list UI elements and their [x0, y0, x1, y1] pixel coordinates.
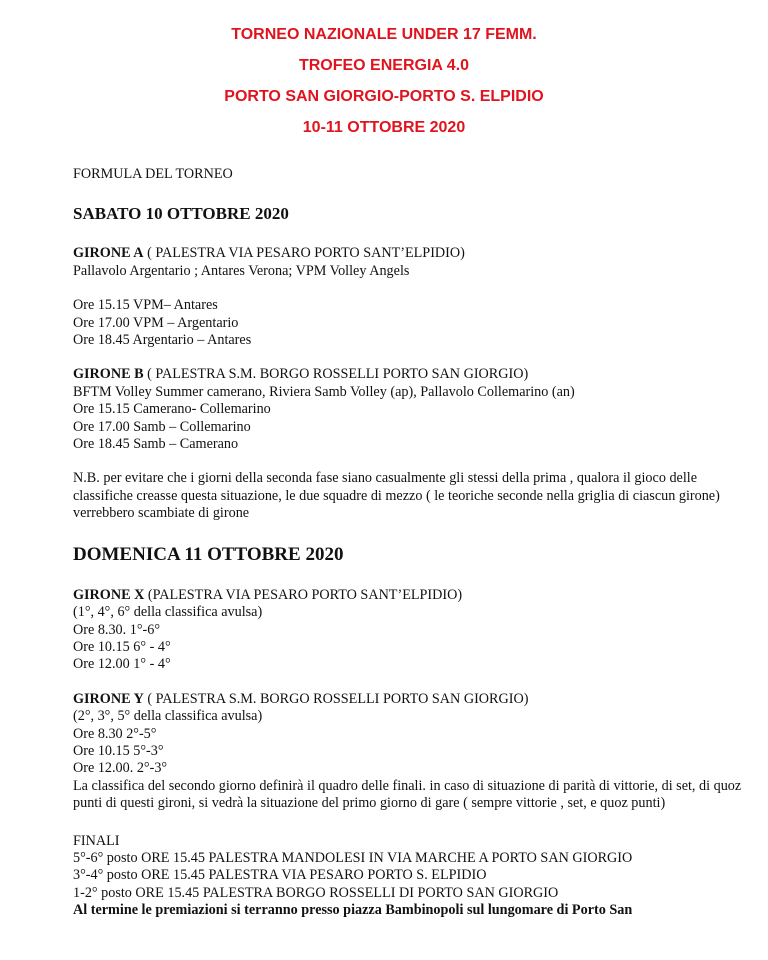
saturday-title: SABATO 10 OTTOBRE 2020: [73, 204, 289, 224]
formula-heading: FORMULA DEL TORNEO: [73, 166, 233, 182]
girone-a-match: Ore 18.45 Argentario – Antares: [73, 332, 252, 349]
finals-heading: FINALI: [73, 832, 120, 849]
document-body: [73, 166, 753, 920]
sunday-title: DOMENICA 11 OTTOBRE 2020: [73, 543, 344, 565]
girone-b-venue: ( PALESTRA S.M. BORGO ROSSELLI PORTO SAN GIORGIO): [143, 366, 529, 383]
trophy-name: TROFEO ENERGIA 4.0: [298, 57, 470, 74]
awards-note: Al termine le premiazioni si terranno presso piazza Bambinopoli sul lungomare di Porto San: [73, 902, 633, 919]
tournament-location: PORTO SAN GIORGIO-PORTO S. ELPIDIO: [224, 88, 544, 105]
girone-y: [73, 691, 753, 778]
girone-a-name: GIRONE A: [73, 245, 144, 262]
girone-x-header: [73, 587, 753, 604]
final-line: 1-2° posto ORE 15.45 PALESTRA BORGO ROSSELLI DI PORTO SAN GIORGIO: [73, 884, 559, 901]
girone-a-teams: Pallavolo Argentario ; Antares Verona; VPM Volley Angels: [73, 262, 410, 279]
girone-x-match: Ore 12.00 1° - 4°: [73, 656, 171, 673]
girone-y-match: Ore 10.15 5°-3°: [73, 742, 164, 759]
girone-b-header: [73, 366, 753, 383]
tournament-dates: 10-11 OTTOBRE 2020: [302, 119, 466, 136]
girone-x-match: Ore 10.15 6° - 4°: [73, 638, 171, 655]
girone-y-header: [73, 691, 753, 708]
girone-a-match: Ore 17.00 VPM – Argentario: [73, 314, 239, 331]
girone-b-match: Ore 15.15 Camerano- Collemarino: [73, 401, 271, 418]
saturday-note: N.B. per evitare che i giorni della seconda fase siano casualmente gli stessi della prima , qualora il gioco delle classifiche creasse questa situazione, le due squadre di mezzo ( le teoriche seconde nella griglia di ciascun girone) verrebbero scambiate di girone: [73, 470, 720, 522]
girone-x-name: GIRONE X: [73, 586, 145, 603]
girone-b-match: Ore 17.00 Samb – Collemarino: [73, 418, 251, 435]
final-line: 3°-4° posto ORE 15.45 PALESTRA VIA PESARO PORTO S. ELPIDIO: [73, 867, 487, 884]
finals: [73, 833, 753, 920]
girone-y-venue: ( PALESTRA S.M. BORGO ROSSELLI PORTO SAN GIORGIO): [143, 690, 529, 707]
girone-a: [73, 245, 753, 349]
girone-a-header: [73, 245, 753, 262]
girone-x-ranking: (1°, 4°, 6° della classifica avulsa): [73, 604, 263, 621]
document-header: [0, 22, 768, 146]
girone-y-ranking: (2°, 3°, 5° della classifica avulsa): [73, 708, 263, 725]
girone-y-match: Ore 12.00. 2°-3°: [73, 760, 168, 777]
girone-x-match: Ore 8.30. 1°-6°: [73, 621, 160, 638]
girone-a-venue: ( PALESTRA VIA PESARO PORTO SANT’ELPIDIO): [143, 245, 465, 262]
girone-b: [73, 366, 753, 453]
tournament-title: TORNEO NAZIONALE UNDER 17 FEMM.: [231, 26, 537, 43]
girone-x: [73, 587, 753, 674]
girone-y-match: Ore 8.30 2°-5°: [73, 725, 157, 742]
girone-y-name: GIRONE Y: [73, 690, 144, 707]
girone-b-match: Ore 18.45 Samb – Camerano: [73, 436, 239, 453]
sunday-note: La classifica del secondo giorno definirà il quadro delle finali. in caso di situazione di parità di vittorie, di set, di quoz punti di questi gironi, si vedrà la situazione del primo giorno di gare ( sempre vittorie , set, e quoz punti): [73, 777, 742, 812]
girone-x-venue: (PALESTRA VIA PESARO PORTO SANT’ELPIDIO): [144, 586, 463, 603]
girone-a-match: Ore 15.15 VPM– Antares: [73, 297, 218, 314]
girone-b-teams: BFTM Volley Summer camerano, Riviera Samb Volley (ap), Pallavolo Collemarino (an): [73, 383, 575, 400]
final-line: 5°-6° posto ORE 15.45 PALESTRA MANDOLESI IN VIA MARCHE A PORTO SAN GIORGIO: [73, 849, 633, 866]
girone-b-name: GIRONE B: [73, 366, 144, 383]
